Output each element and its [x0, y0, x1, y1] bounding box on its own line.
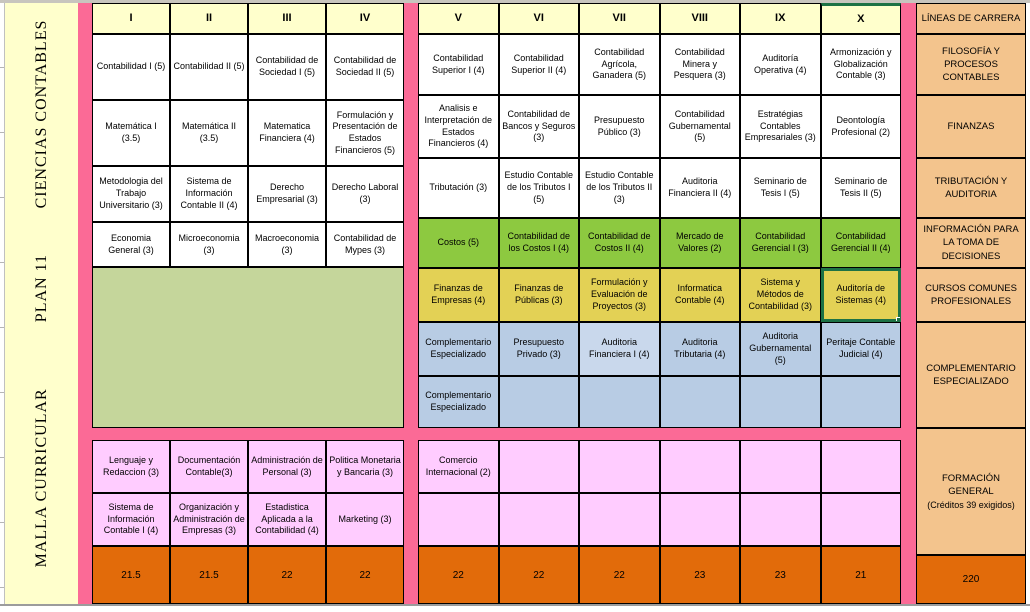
selected-course-cell[interactable]: Auditoría de Sistemas (4): [821, 268, 902, 322]
career-line-item[interactable]: [916, 158, 1026, 218]
semester-header[interactable]: VI: [499, 3, 580, 34]
general-course-cell[interactable]: Documentación Contable(3): [170, 440, 248, 493]
course-cell[interactable]: Contabilidad de Sociedad I (5): [248, 34, 326, 100]
course-cell[interactable]: Seminario de Tesis I (5): [740, 158, 821, 218]
credit-total-cell[interactable]: 22: [418, 546, 499, 604]
semester-header[interactable]: I: [92, 3, 170, 34]
course-cell[interactable]: Matemática I (3.5): [92, 100, 170, 166]
course-cell[interactable]: Derecho Laboral (3): [326, 166, 404, 222]
career-line-item[interactable]: [916, 34, 1026, 95]
course-cell[interactable]: Estudio Contable de los Tributos I (5): [499, 158, 580, 218]
course-cell[interactable]: Estratégias Contables Empresariales (3): [740, 95, 821, 158]
career-line-sublabel: (Créditos 39 exigidos): [927, 499, 1015, 510]
general-course-cell[interactable]: [418, 493, 499, 546]
course-cell[interactable]: Deontología Profesional (2): [821, 95, 902, 158]
general-course-cell[interactable]: Estadistica Aplicada a la Contabilidad (4): [248, 493, 326, 546]
curriculum-content: [0, 3, 1030, 604]
career-line-label: FORMACIÓN GENERAL: [941, 472, 1001, 498]
course-cell[interactable]: Tributación (3): [418, 158, 499, 218]
course-cell[interactable]: Contabilidad II (5): [170, 34, 248, 100]
course-cell[interactable]: Contabilidad de Sociedad II (5): [326, 34, 404, 100]
semester-header[interactable]: III: [248, 3, 326, 34]
course-cell[interactable]: Contabilidad de Mypes (3): [326, 222, 404, 267]
specialized-course-cell[interactable]: [499, 376, 580, 428]
semester-header[interactable]: IV: [326, 3, 404, 34]
career-lines-header[interactable]: [916, 3, 1026, 34]
finance-course-cell[interactable]: Informatica Contable (4): [660, 268, 741, 322]
credit-total-cell[interactable]: 23: [740, 546, 821, 604]
pink-separator-1: [78, 3, 92, 604]
costs-course-cell[interactable]: Contabilidad de los Costos I (4): [499, 218, 580, 268]
credit-total-cell[interactable]: 21: [821, 546, 902, 604]
career-line-label: LÍNEAS DE CARRERA: [921, 12, 1021, 24]
credit-total-cell[interactable]: 22: [499, 546, 580, 604]
course-cell[interactable]: Derecho Empresarial (3): [248, 166, 326, 222]
course-cell[interactable]: Metodologia del Trabajo Universitario (3): [92, 166, 170, 222]
finance-course-cell[interactable]: Formulación y Evaluación de Proyectos (3): [579, 268, 660, 322]
costs-course-cell[interactable]: Mercado de Valores (2): [660, 218, 741, 268]
general-course-cell[interactable]: Administración de Personal (3): [248, 440, 326, 493]
career-line-label: CURSOS COMUNES PROFESIONALES: [925, 282, 1017, 307]
specialized-course-cell[interactable]: Auditoria Gubernamental (5): [740, 322, 821, 376]
general-course-cell[interactable]: [499, 440, 580, 493]
general-course-cell[interactable]: [499, 493, 580, 546]
general-course-cell[interactable]: Lenguaje y Redaccion (3): [92, 440, 170, 493]
career-line-item[interactable]: [916, 428, 1026, 555]
semester-header[interactable]: VIII: [660, 3, 741, 34]
general-course-cell[interactable]: [579, 493, 660, 546]
general-course-cell[interactable]: [660, 440, 741, 493]
general-course-cell[interactable]: Politica Monetaria y Bancaria (3): [326, 440, 404, 493]
finance-course-cell[interactable]: Sistema y Métodos de Contabilidad (3): [740, 268, 821, 322]
general-course-cell[interactable]: [821, 440, 902, 493]
general-course-cell[interactable]: Organización y Administración de Empresas (3): [170, 493, 248, 546]
bottom-edge-strip: [0, 604, 1030, 612]
course-cell[interactable]: Analisis e Interpretación de Estados Financieros (4): [418, 95, 499, 158]
course-cell[interactable]: Matemática II (3.5): [170, 100, 248, 166]
general-course-cell[interactable]: Comercio Internacional (2): [418, 440, 499, 493]
credit-total-cell[interactable]: 21.5: [170, 546, 248, 604]
specialized-course-cell[interactable]: [821, 376, 902, 428]
right-edge-strip: [1026, 3, 1030, 604]
career-line-label: FILOSOFÍA Y PROCESOS CONTABLES: [942, 45, 1000, 84]
semester-header[interactable]: II: [170, 3, 248, 34]
finance-course-cell[interactable]: Finanzas de Empresas (4): [418, 268, 499, 322]
course-cell[interactable]: Contabilidad Superior I (4): [418, 34, 499, 95]
course-cell[interactable]: Contabilidad de Bancos y Seguros (3): [499, 95, 580, 158]
malla-curricular-label[interactable]: MALLA CURRICULAR: [32, 388, 50, 568]
specialized-course-cell[interactable]: Complementario Especializado: [418, 376, 499, 428]
costs-course-cell[interactable]: Costos (5): [418, 218, 499, 268]
specialized-course-cell[interactable]: Peritaje Contable Judicial (4): [821, 322, 902, 376]
general-course-cell[interactable]: Sistema de Información Contable I (4): [92, 493, 170, 546]
semester-header[interactable]: IX: [740, 3, 821, 34]
pink-row-divider: [418, 428, 901, 440]
general-course-cell[interactable]: Marketing (3): [326, 493, 404, 546]
left-title-sidebar: [4, 3, 78, 604]
specialized-course-cell[interactable]: Auditoria Financiera I (4): [579, 322, 660, 376]
career-line-label: COMPLEMENTARIO ESPECIALIZADO: [926, 362, 1016, 387]
career-line-item[interactable]: [916, 218, 1026, 268]
course-cell[interactable]: Auditoría Operativa (4): [740, 34, 821, 95]
costs-course-cell[interactable]: Contabilidad de Costos II (4): [579, 218, 660, 268]
course-cell[interactable]: Contabilidad Superior II (4): [499, 34, 580, 95]
semester-header[interactable]: V: [418, 3, 499, 34]
course-cell[interactable]: Matematica Financiera (4): [248, 100, 326, 166]
credit-total-cell[interactable]: 21.5: [92, 546, 170, 604]
career-line-item[interactable]: [916, 268, 1026, 322]
career-line-item[interactable]: [916, 322, 1026, 428]
specialized-course-cell[interactable]: Auditoria Tributaria (4): [660, 322, 741, 376]
general-course-cell[interactable]: [579, 440, 660, 493]
finance-course-cell[interactable]: Finanzas de Públicas (3): [499, 268, 580, 322]
course-cell[interactable]: Microeconomia (3): [170, 222, 248, 267]
course-cell[interactable]: Macroeconomia (3): [248, 222, 326, 267]
costs-course-cell[interactable]: Contabilidad Gerencial I (3): [740, 218, 821, 268]
course-cell[interactable]: Auditoria Financiera II (4): [660, 158, 741, 218]
general-course-cell[interactable]: [660, 493, 741, 546]
course-cell[interactable]: Sistema de Información Contable II (4): [170, 166, 248, 222]
course-cell[interactable]: Contabilidad I (5): [92, 34, 170, 100]
career-line-item[interactable]: [916, 95, 1026, 158]
course-cell[interactable]: Contabilidad Agrícola, Ganadera (5): [579, 34, 660, 95]
credit-total-cell[interactable]: 22: [248, 546, 326, 604]
general-course-cell[interactable]: [740, 440, 821, 493]
pink-separator-3: [901, 3, 916, 604]
specialized-course-cell[interactable]: [660, 376, 741, 428]
empty-merged-region[interactable]: [92, 267, 404, 428]
grand-total-credits-cell[interactable]: 220: [916, 555, 1026, 604]
semester-header[interactable]: X: [821, 3, 902, 34]
career-lines-column: [916, 3, 1026, 604]
course-cell[interactable]: Presupuesto Público (3): [579, 95, 660, 158]
program-name-label[interactable]: CIENCIAS CONTABLES: [32, 19, 50, 209]
specialized-course-cell[interactable]: [740, 376, 821, 428]
specialized-course-cell[interactable]: Complementario Especializado: [418, 322, 499, 376]
credit-total-cell[interactable]: 23: [660, 546, 741, 604]
course-cell[interactable]: Formulación y Presentación de Estados Financieros (5): [326, 100, 404, 166]
career-line-label: FINANZAS: [947, 120, 995, 132]
course-cell[interactable]: Contabilidad Gubernamental (5): [660, 95, 741, 158]
pink-separator-2: [404, 3, 418, 604]
credit-total-cell[interactable]: 22: [326, 546, 404, 604]
career-line-label: TRIBUTACIÓN Y AUDITORIA: [934, 175, 1008, 200]
specialized-course-cell[interactable]: [579, 376, 660, 428]
course-cell[interactable]: Contabilidad Minera y Pesquera (3): [660, 34, 741, 95]
course-cell[interactable]: Seminario de Tesis II (5): [821, 158, 902, 218]
course-cell[interactable]: Estudio Contable de los Tributos II (3): [579, 158, 660, 218]
curriculum-grid-semesters-5-10: [418, 3, 901, 604]
course-cell[interactable]: Economia General (3): [92, 222, 170, 267]
specialized-course-cell[interactable]: Presupuesto Privado (3): [499, 322, 580, 376]
career-line-label: INFORMACIÓN PARA LA TOMA DE DECISIONES: [923, 224, 1019, 262]
curriculum-grid-semesters-1-4: [92, 3, 404, 604]
pink-row-divider: [92, 428, 404, 440]
plan-label[interactable]: PLAN 11: [32, 254, 50, 323]
semester-header[interactable]: VII: [579, 3, 660, 34]
general-course-cell[interactable]: [821, 493, 902, 546]
credit-total-cell[interactable]: 22: [579, 546, 660, 604]
course-cell[interactable]: Armonización y Globalización Contable (3): [821, 34, 902, 95]
costs-course-cell[interactable]: Contabilidad Gerencial II (4): [821, 218, 902, 268]
general-course-cell[interactable]: [740, 493, 821, 546]
